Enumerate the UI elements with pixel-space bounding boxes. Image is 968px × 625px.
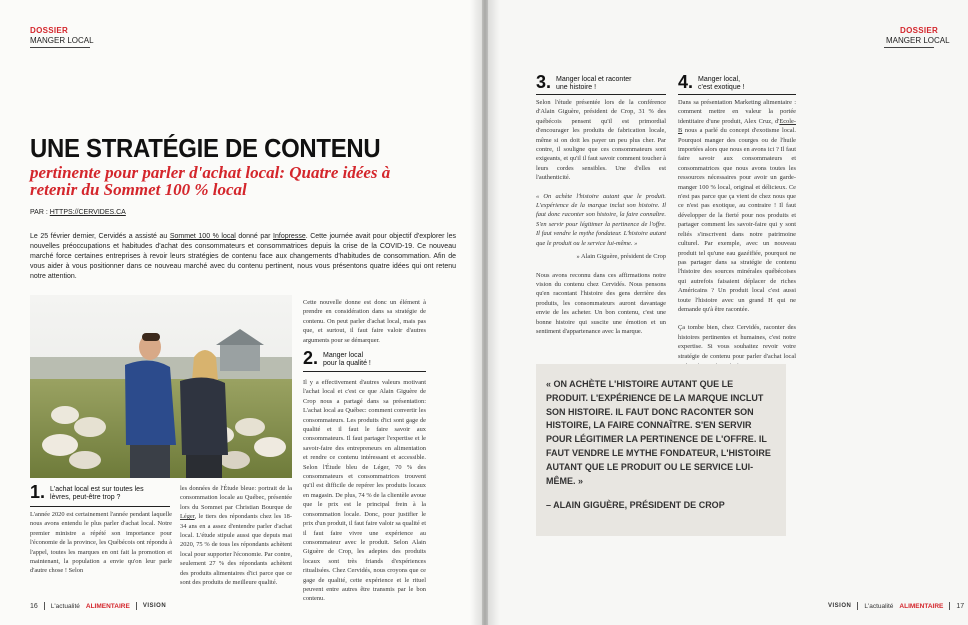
- section-4-title-line1: Manger local,: [698, 76, 741, 83]
- section-2-number: 2.: [303, 348, 319, 368]
- column-5-text-pre: Dans sa présentation Marketing alimentaire : comment mettre en valeur la portée identitaire d'une produit, Alex Cruz, d': [678, 99, 796, 125]
- column-2-text-post: , le tiers des répondants chez les 18-34 ans en a assez d'entendre parler d'achat local. L'étude stipule aussi que depuis mai 2020, 75 % de tous les répondants achètent local pour supporter l'économie. Par contre, seulement 27 % des répondants achètent des produits alimentaires d'ici parce que ce sont des produits de meilleure qualité.: [180, 513, 292, 587]
- section-1-rule: [30, 506, 170, 507]
- footer-visio: VISION: [828, 603, 852, 609]
- column-1-text: L'année 2020 est certainement l'année pendant laquelle nous avons entendu le plus parler d'achat local. Notre premier ministre a répété son importance pour l'économie de la province, les Québécois ont répondu à l'appel, toutes les marques en ont fait la promotion et maintenant, la population a envie qu'on leur parle d'autre chose ! Selon: [30, 511, 172, 575]
- section-1-title-line2: lèvres, peut-être trop ?: [50, 494, 121, 501]
- column-5-p2-pre: Ça tombe bien, chez Cervidés, raconter des histoires pertinentes et humaines, c'est notre expertise. Si vous souhaitez revoir votre stratégie de contenu pour parler d'achat local: [678, 324, 796, 360]
- footer-separator: [136, 602, 137, 610]
- section-name: MANGER LOCAL: [30, 36, 94, 45]
- section-4-title: [698, 74, 744, 92]
- left-page: [0, 0, 482, 625]
- byline: [30, 209, 126, 216]
- article-headline: UNE STRATÉGIE DE CONTENU: [30, 133, 381, 163]
- right-page-number: 17: [956, 602, 965, 610]
- intro-paragraph: [30, 232, 456, 282]
- footer-separator: [857, 602, 858, 610]
- intro-text-3: . Cette journée avait pour objectif d'explorer les nouvelles préoccupations et habitudes d'achat des consommateurs et consommatrices depuis la crise de la COVID-19. Ce nouveau marché force certaines entreprises à revoir leurs stratégies de contenu face aux changements d'habitudes de consommation. Afin de vous aider à vous positionner dans ce nouveau marché avec du contenu pertinent, nous vous présentons quatre idées qui ont retenu notre attention.: [30, 233, 456, 280]
- article-subhead: pertinente pour parler d'achat local: Quatre idées à retenir du Sommet 100 % local: [30, 163, 391, 199]
- column-3-top-text: Cette nouvelle donne est donc un élément à prendre en considération dans sa stratégie de contenu. On peut parler d'achat local, mais pas que, et surtout, il faut faire valoir d'autres arguments pour se démarquer.: [303, 299, 426, 344]
- intro-text-2: donné par: [235, 233, 274, 240]
- pull-quote-box: [536, 364, 786, 536]
- column-4-quote: « On achète l'histoire autant que le produit. L'expérience de la marque inclut son histoire. Il faut donc raconter son histoire, la faire connaître. S'en servir pour légitimer la pertinence de l'offre. Il faut vendre le mythe fondateur. L'histoire autant que le produit ou le service lui-même. »: [536, 192, 666, 247]
- section-3-heading: [536, 74, 632, 92]
- pull-quote-text: « ON ACHÈTE L'HISTOIRE AUTANT QUE LE PRODUIT. L'EXPÉRIENCE DE LA MARQUE INCLUT SON HISTOIRE. IL FAUT DONC RACONTER SON HISTOIRE, LA FAIRE CONNAÎTRE. S'EN SERVIR POUR LÉGITIMER LA PERTINENCE DE L'OFFRE. IL FAUT VENDRE LE MYTHE FONDATEUR, L'HISTOIRE AUTANT QUE LE PRODUIT OU LE SERVICE LUI-MÊME. »: [546, 379, 771, 486]
- leger-link[interactable]: Léger: [180, 513, 195, 521]
- column-2-text: [180, 484, 292, 587]
- column-5-text-post: nous a parlé du concept d'exotisme local. Pourquoi manger des courges ou de l'huile importées alors que nous en avons ici ? Il faut faire savoir aux consommateurs et consommatrices que nous avons toutes les ressources nécessaires pour avoir un garde-manger 100 % local, original et délicieux. Ce n'est pas parce que ça vient de chez nous que ce n'est pas exotique, au contraire ! Il faut développer de la fierté pour nos produits et partager comment les savoir-faire qui y sont reliés s'inscrivent dans notre patrimoine culturel. Par exemple, avec un nouveau produit tel qu'une eau gazéifiée, pourquoi ne pas partager dans sa stratégie de contenu l'histoire des sources minérales québécoises qui autrefois faisaient déplacer de riches Américains ? Un produit local c'est aussi toute l'histoire avec un grand H qui ne demande qu'à être racontée.: [678, 127, 796, 313]
- section-1-title-line1: L'achat local est sur toutes les: [50, 486, 144, 493]
- section-4-title-line2: c'est exotique !: [698, 84, 745, 91]
- column-3-body-text: Il y a effectivement d'autres valeurs motivant l'achat local et c'est ce que Alain Giguère de Crop nous a partagé dans sa présentation: L'achat local au Québec: comment convertir les consommateurs. Les produits d'ici sont gage de qualité et il faut le faire savoir aux consommateurs. Il faut partager l'expertise et le savoir-faire des entrepreneurs en alimentation et rendre ce contenu intéressant et accessible. Selon l'Étude bleu de Léger, 70 % des consommateurs et consommatrices trouvent qu'il est difficile de repérer les produits locaux en magasin. De plus, 74 % de la clientèle avoue que le prix est le principal frein à la consommation locale. Donc, pour justifier le prix d'un produit, il faut faire valoir sa qualité et il faut faire vivre une expérience au consommateur avec le produit. Selon Alain Giguère de Crop, les adeptes des produits locaux sont très friands d'expériences ritualisées. Chez Cervidés, nous croyons que ce gage de qualité, cette expérience et le rituel peuvent entre autres être transmis par le bon contenu.: [303, 379, 426, 603]
- column-4-text: [536, 98, 666, 336]
- infopresse-link[interactable]: Infopresse: [273, 233, 306, 240]
- section-3-rule: [536, 94, 666, 95]
- pull-quote-attribution: – ALAIN GIGUÈRE, PRÉSIDENT DE CROP: [546, 500, 725, 511]
- dossier-kicker: DOSSIER: [900, 26, 939, 35]
- section-2-title-line1: Manger local: [323, 352, 364, 359]
- section-2-heading: [303, 350, 371, 368]
- intro-text-1: Le 25 février dernier, Cervidés a assisté au: [30, 233, 170, 240]
- page-gutter-shadow: [470, 0, 500, 625]
- column-5-paragraph-1: [678, 98, 796, 314]
- byline-prefix: PAR :: [30, 209, 48, 216]
- section-2-title: [323, 350, 371, 368]
- section-1-heading: [30, 484, 144, 502]
- footer-separator: [949, 602, 950, 610]
- section-2-title-line2: pour la qualité !: [323, 360, 371, 367]
- footer-pub-name: L'actualité: [50, 602, 80, 610]
- header-rule: [884, 47, 934, 48]
- couple-with-sheep-photo: [30, 295, 292, 478]
- footer-pub-name: L'actualité: [864, 602, 894, 610]
- sommet-link[interactable]: Sommet 100 % local: [169, 233, 236, 240]
- ecole-b-link[interactable]: Ecole-B: [678, 117, 796, 135]
- column-5-text: [678, 98, 796, 370]
- column-2-text-pre: les données de l'Étude bleue: portrait de la consommation locale au Québec, présentée lors du Sommet par Christian Bourque de: [180, 485, 292, 511]
- section-3-title-line1: Manger local et raconter: [556, 76, 632, 83]
- section-name: MANGER LOCAL: [886, 36, 950, 45]
- left-footer: [30, 602, 166, 610]
- footer-pub-brand: ALIMENTAIRE: [85, 602, 130, 610]
- column-4-attribution: » Alain Giguère, président de Crop: [576, 253, 666, 261]
- left-page-number: 16: [30, 602, 38, 610]
- right-footer: [828, 602, 964, 610]
- section-3-title: [556, 74, 631, 92]
- footer-pub-brand: ALIMENTAIRE: [899, 602, 944, 610]
- section-1-number: 1.: [30, 482, 46, 502]
- column-4-paragraph-2: Nous avons reconnu dans ces affirmations notre vision du contenu chez Cervidés. Nous pensons qu'en racontant l'histoire des gens derrière des produits, les consommateurs auront davantage envie de les acheter. Un bon contenu, c'est une bonne histoire qui suscite une émotion et un sentiment d'appartenance avec la marque.: [536, 271, 666, 335]
- dossier-kicker: DOSSIER: [30, 26, 69, 35]
- section-4-rule: [678, 94, 796, 95]
- column-4-paragraph-1: Selon l'étude présentée lors de la conférence d'Alain Giguère, président de Crop, 31 % des québécois pensent qu'il est primordial d'encourager les produits de fabrication locale, même si on doit les payer un peu plus cher. Par contre, il souligne que ces consommateurs sont exigeants, et qu'il il faut savoir comment toucher à leurs cordes sensibles. Une d'elles est l'authenticité.: [536, 99, 666, 182]
- footer-visio: VISION: [142, 603, 167, 609]
- photo-illustration: [30, 295, 292, 478]
- byline-link[interactable]: HTTPS://CERVIDES.CA: [49, 209, 126, 216]
- section-3-title-line2: une histoire !: [556, 84, 597, 91]
- footer-separator: [44, 602, 45, 610]
- section-3-number: 3.: [536, 72, 552, 92]
- header-rule: [30, 47, 90, 48]
- section-4-heading: [678, 74, 745, 92]
- section-1-title: [50, 484, 144, 502]
- section-4-number: 4.: [678, 72, 694, 92]
- section-2-rule: [303, 371, 426, 372]
